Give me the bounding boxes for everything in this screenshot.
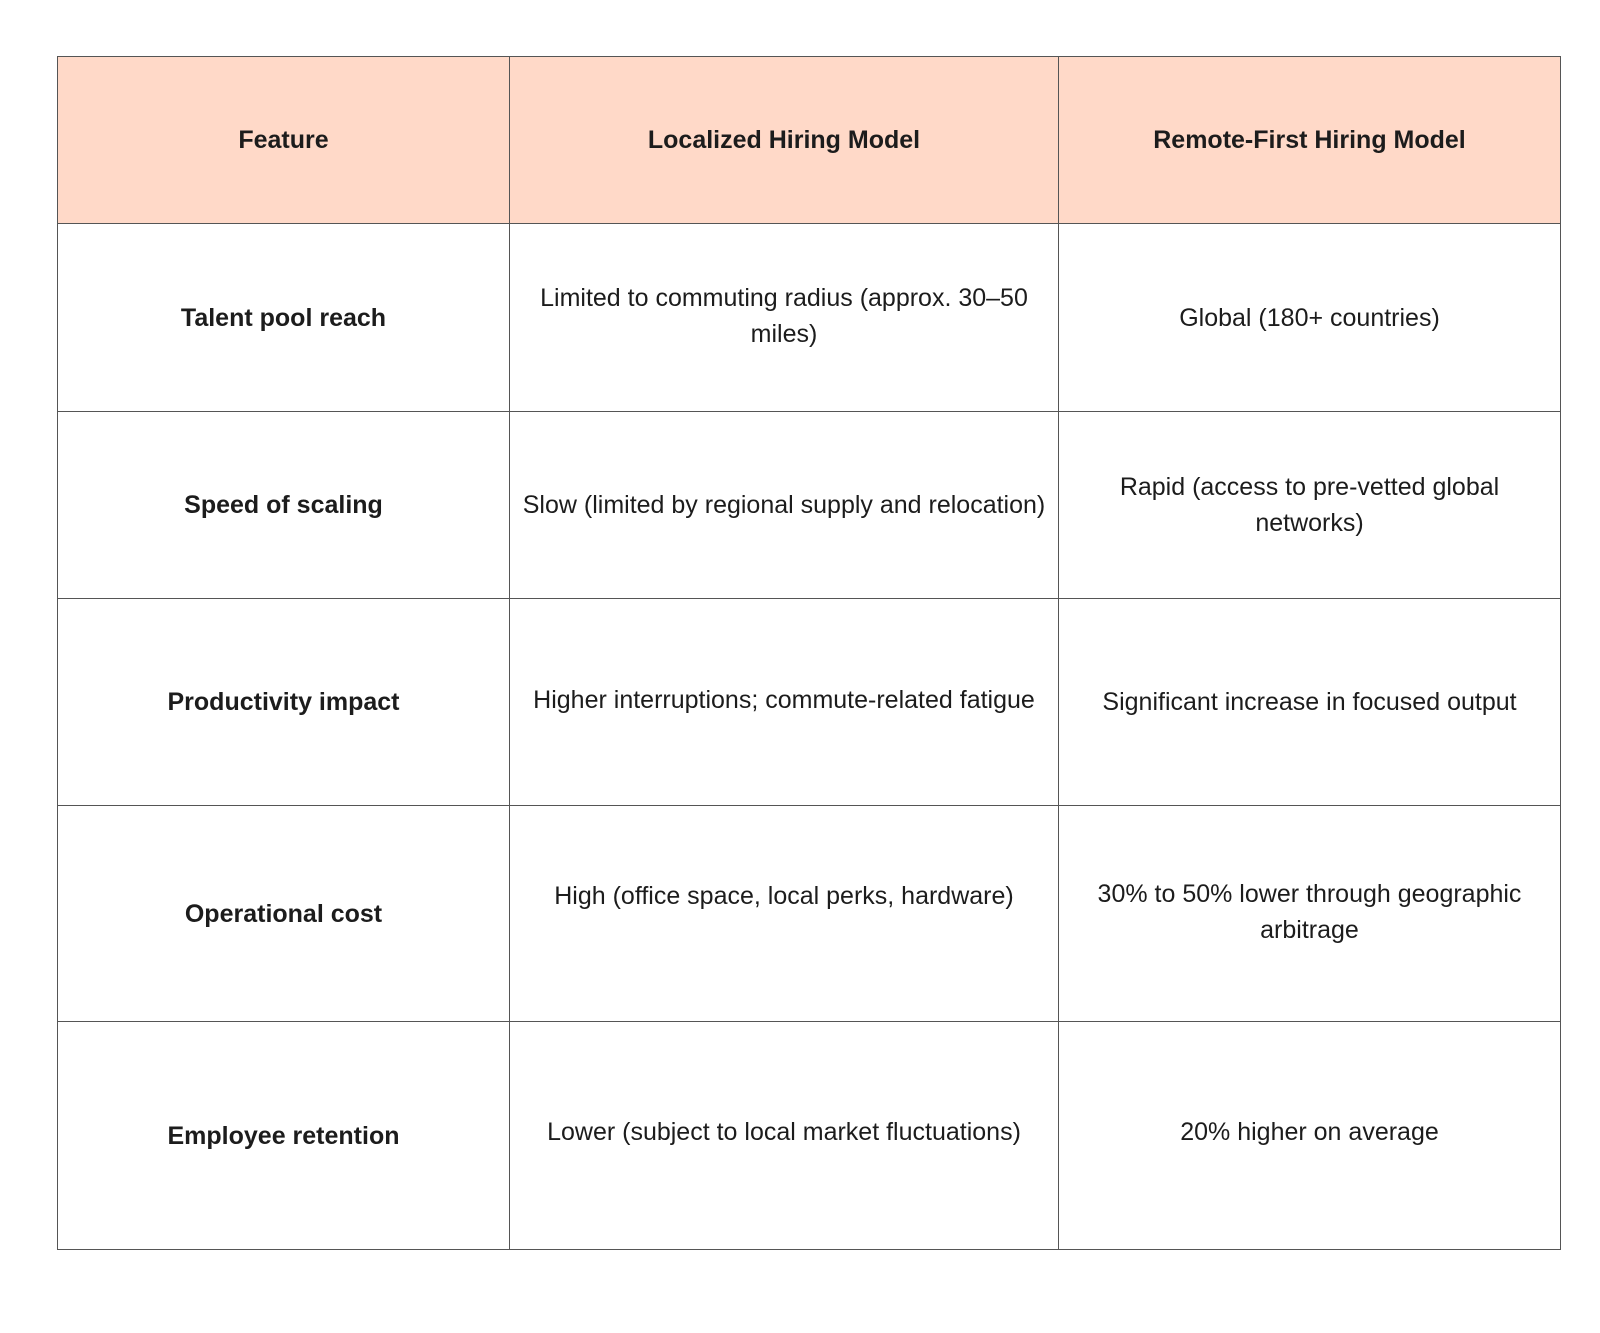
localized-cell (510, 806, 1059, 1022)
remote-cell-text: 30% to 50% lower through geographic arbitrage (1097, 879, 1522, 944)
remote-cell (1059, 1022, 1561, 1250)
localized-cell (510, 1022, 1059, 1250)
feature-cell: Operational cost (58, 806, 510, 1022)
comparison-table (57, 56, 1561, 1250)
table-row (58, 224, 1561, 412)
localized-cell (510, 224, 1059, 412)
table-row (58, 1022, 1561, 1250)
remote-cell-text: 20% higher on average (1180, 1117, 1439, 1146)
localized-cell-text: Slow (limited by regional supply and relocation) (522, 491, 1046, 519)
feature-cell: Speed of scaling (58, 412, 510, 599)
header-row (58, 57, 1561, 224)
feature-cell: Talent pool reach (58, 224, 510, 412)
remote-cell (1059, 806, 1561, 1022)
feature-cell: Productivity impact (58, 599, 510, 806)
remote-cell-text: Significant increase in focused output (1102, 688, 1517, 716)
feature-cell: Employee retention (58, 1022, 510, 1250)
table-row (58, 806, 1561, 1022)
header-feature: Feature (58, 57, 510, 224)
localized-cell (510, 599, 1059, 806)
table-row (58, 599, 1561, 806)
remote-cell (1059, 412, 1561, 599)
localized-cell-text: High (office space, local perks, hardware) (554, 881, 1014, 910)
table-body (58, 224, 1561, 1250)
localized-cell (510, 412, 1059, 599)
localized-cell-text: Lower (subject to local market fluctuations) (547, 1117, 1021, 1146)
remote-cell-text: Global (180+ countries) (1179, 303, 1440, 332)
table-header (58, 57, 1561, 224)
remote-cell (1059, 224, 1561, 412)
header-remote-first-hiring-model: Remote-First Hiring Model (1059, 57, 1561, 224)
localized-cell-text: Limited to commuting radius (approx. 30–50 miles) (540, 283, 1028, 348)
remote-cell-text: Rapid (access to pre-vetted global networks) (1119, 473, 1500, 537)
header-localized-hiring-model: Localized Hiring Model (510, 57, 1059, 224)
localized-cell-text: Higher interruptions; commute-related fatigue (533, 686, 1035, 714)
table-row (58, 412, 1561, 599)
remote-cell (1059, 599, 1561, 806)
